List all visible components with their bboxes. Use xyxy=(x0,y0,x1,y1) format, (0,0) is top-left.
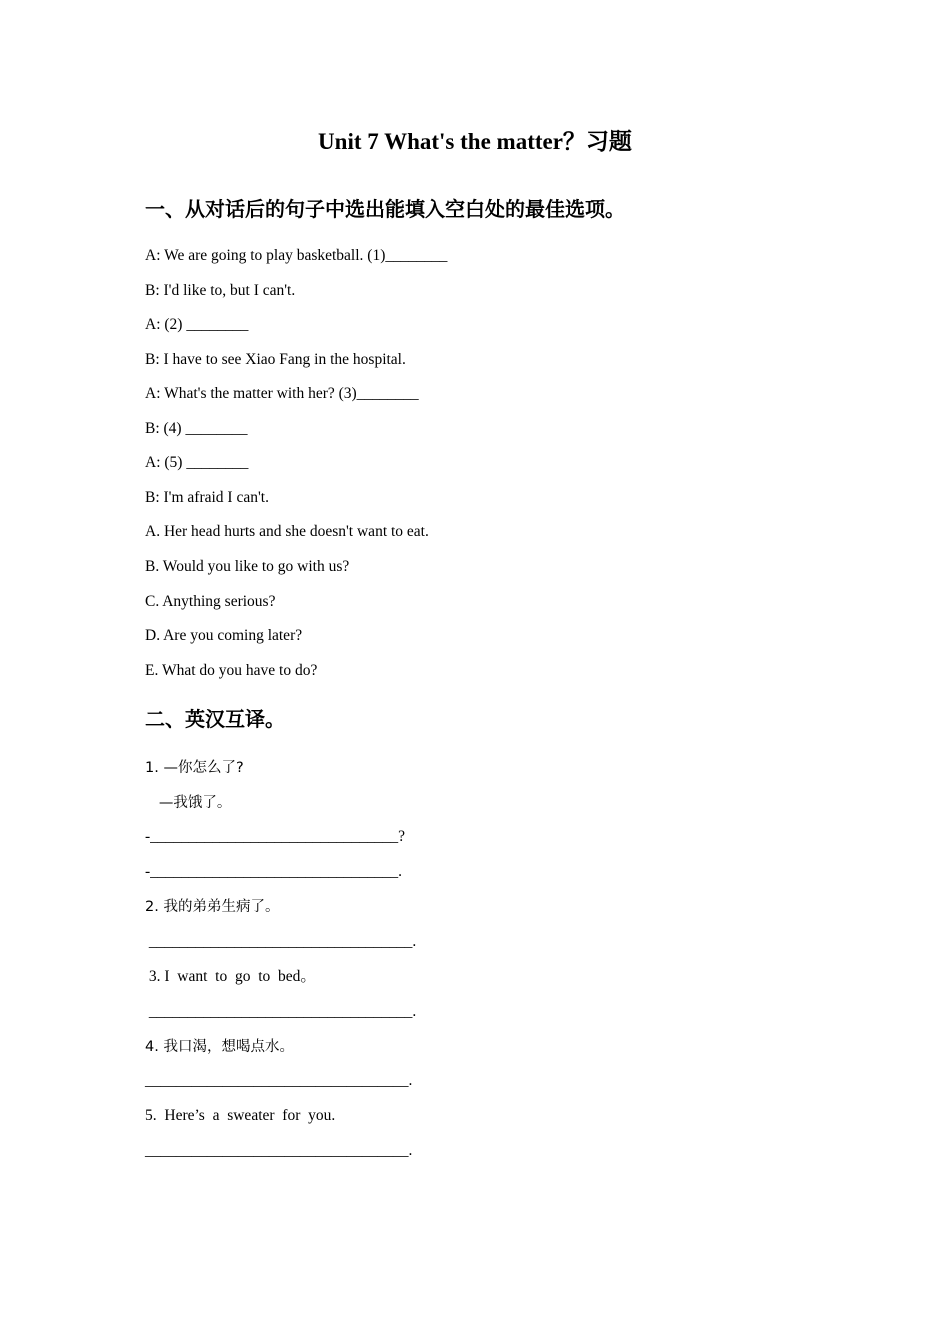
dialogue-line: A: We are going to play basketball. (1)________ xyxy=(145,247,448,264)
translation-item-1-answer: —我饿了。 xyxy=(145,795,232,811)
dialogue-line: A: (5) ________ xyxy=(145,454,249,471)
translation-item-3: 3. I want to go to bed。 xyxy=(145,968,316,985)
translation-item-4: 4. 我口渴，想喝点水。 xyxy=(145,1039,294,1055)
section-2-heading: 二、英汉互译。 xyxy=(145,707,285,731)
translation-item-1-question: 1. —你怎么了? xyxy=(145,760,244,776)
answer-blank: __________________________________. xyxy=(145,1072,413,1089)
option-b: B. Would you like to go with us? xyxy=(145,558,350,575)
answer-blank: -________________________________. xyxy=(145,863,403,880)
section-1-heading: 一、从对话后的句子中选出能填入空白处的最佳选项。 xyxy=(145,197,625,221)
option-d: D. Are you coming later? xyxy=(145,627,303,644)
answer-blank: __________________________________. xyxy=(145,1142,413,1159)
answer-blank: __________________________________. xyxy=(145,933,417,950)
dialogue-line: B: (4) ________ xyxy=(145,420,248,437)
dialogue-line: B: I'm afraid I can't. xyxy=(145,489,269,506)
dialogue-line: B: I'd like to, but I can't. xyxy=(145,282,296,299)
dialogue-line: A: What's the matter with her? (3)________ xyxy=(145,385,419,402)
translation-item-2: 2. 我的弟弟生病了。 xyxy=(145,899,280,915)
dialogue-line: A: (2) ________ xyxy=(145,316,249,333)
page-title: Unit 7 What's the matter？习题 xyxy=(318,129,632,154)
option-e: E. What do you have to do? xyxy=(145,662,318,679)
dialogue-line: B: I have to see Xiao Fang in the hospital. xyxy=(145,351,406,368)
answer-blank: __________________________________. xyxy=(145,1003,417,1020)
answer-blank: -________________________________? xyxy=(145,828,406,845)
option-c: C. Anything serious? xyxy=(145,593,276,610)
option-a: A. Her head hurts and she doesn't want to eat. xyxy=(145,523,429,540)
translation-item-5: 5. Here’s a sweater for you. xyxy=(145,1107,336,1124)
